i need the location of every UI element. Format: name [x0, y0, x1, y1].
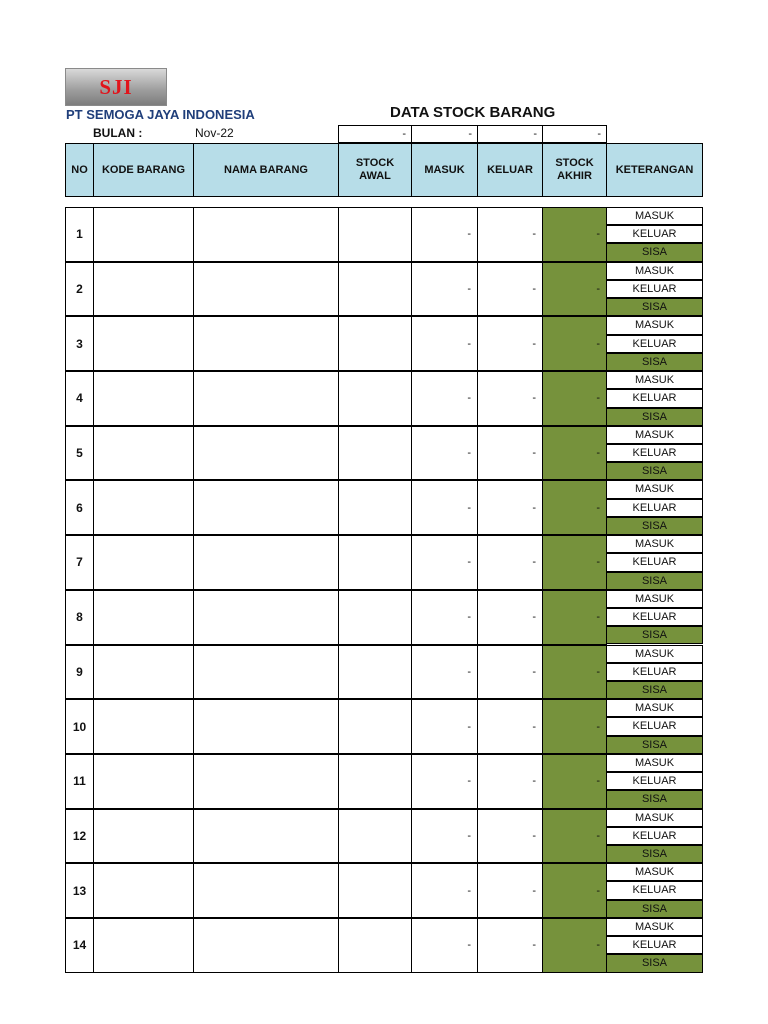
cell-stock-awal[interactable] — [338, 863, 412, 918]
keterangan-sisa: SISA — [606, 736, 703, 754]
table-row — [65, 918, 703, 973]
stock-table-body — [65, 207, 703, 970]
keterangan-keluar: KELUAR — [606, 389, 703, 407]
cell-no: 8 — [65, 590, 94, 645]
total-keluar[interactable]: - — [477, 125, 543, 143]
cell-no: 14 — [65, 918, 94, 973]
keterangan-sisa: SISA — [606, 900, 703, 918]
cell-masuk[interactable]: - — [411, 535, 478, 590]
keterangan-masuk: MASUK — [606, 535, 703, 553]
cell-no: 9 — [65, 645, 94, 700]
keterangan-sisa: SISA — [606, 298, 703, 316]
keterangan-sisa: SISA — [606, 681, 703, 699]
cell-stock-akhir[interactable]: - — [542, 809, 607, 864]
table-row — [65, 535, 703, 590]
cell-stock-awal[interactable] — [338, 754, 412, 809]
cell-no: 10 — [65, 699, 94, 754]
cell-keluar[interactable]: - — [477, 480, 543, 535]
cell-no: 13 — [65, 863, 94, 918]
cell-no: 6 — [65, 480, 94, 535]
cell-stock-akhir[interactable]: - — [542, 262, 607, 317]
keterangan-masuk: MASUK — [606, 480, 703, 498]
cell-masuk[interactable]: - — [411, 207, 478, 262]
cell-stock-akhir[interactable]: - — [542, 207, 607, 262]
keterangan-keluar: KELUAR — [606, 827, 703, 845]
cell-kode-barang[interactable] — [93, 590, 194, 645]
cell-stock-awal[interactable] — [338, 590, 412, 645]
keterangan-sisa: SISA — [606, 243, 703, 261]
keterangan-keluar: KELUAR — [606, 444, 703, 462]
table-row — [65, 426, 703, 481]
keterangan-keluar: KELUAR — [606, 499, 703, 517]
month-value[interactable]: Nov-22 — [195, 126, 234, 140]
keterangan-masuk: MASUK — [606, 699, 703, 717]
header-keluar: KELUAR — [477, 143, 543, 197]
cell-kode-barang[interactable] — [93, 262, 194, 317]
cell-masuk[interactable]: - — [411, 262, 478, 317]
cell-stock-akhir[interactable]: - — [542, 699, 607, 754]
cell-keluar[interactable]: - — [477, 207, 543, 262]
cell-kode-barang[interactable] — [93, 426, 194, 481]
cell-no: 12 — [65, 809, 94, 864]
keterangan-masuk: MASUK — [606, 426, 703, 444]
cell-masuk[interactable]: - — [411, 863, 478, 918]
table-row — [65, 371, 703, 426]
cell-keluar[interactable]: - — [477, 699, 543, 754]
cell-stock-awal[interactable] — [338, 699, 412, 754]
keterangan-sisa: SISA — [606, 353, 703, 371]
keterangan-sisa: SISA — [606, 517, 703, 535]
cell-stock-awal[interactable] — [338, 371, 412, 426]
keterangan-sisa: SISA — [606, 790, 703, 808]
cell-nama-barang[interactable] — [193, 863, 339, 918]
cell-nama-barang[interactable] — [193, 645, 339, 700]
cell-masuk[interactable]: - — [411, 809, 478, 864]
company-logo — [65, 68, 167, 106]
keterangan-keluar: KELUAR — [606, 881, 703, 899]
cell-stock-akhir[interactable]: - — [542, 480, 607, 535]
header-masuk: MASUK — [411, 143, 478, 197]
keterangan-keluar: KELUAR — [606, 772, 703, 790]
cell-keluar[interactable]: - — [477, 262, 543, 317]
keterangan-sisa: SISA — [606, 572, 703, 590]
header-stock-akhir: STOCK AKHIR — [542, 143, 607, 197]
cell-nama-barang[interactable] — [193, 699, 339, 754]
cell-stock-akhir[interactable]: - — [542, 590, 607, 645]
cell-stock-akhir[interactable]: - — [542, 863, 607, 918]
header-stock-awal: STOCK AWAL — [338, 143, 412, 197]
keterangan-sisa: SISA — [606, 954, 703, 972]
company-name: PT SEMOGA JAYA INDONESIA — [66, 107, 255, 122]
table-row — [65, 645, 703, 700]
cell-keluar[interactable]: - — [477, 809, 543, 864]
cell-stock-awal[interactable] — [338, 809, 412, 864]
table-row — [65, 754, 703, 809]
keterangan-masuk: MASUK — [606, 316, 703, 334]
keterangan-masuk: MASUK — [606, 863, 703, 881]
cell-keluar[interactable]: - — [477, 535, 543, 590]
cell-keluar[interactable]: - — [477, 426, 543, 481]
keterangan-keluar: KELUAR — [606, 225, 703, 243]
cell-stock-awal[interactable] — [338, 207, 412, 262]
cell-stock-awal[interactable] — [338, 316, 412, 371]
cell-kode-barang[interactable] — [93, 207, 194, 262]
cell-masuk[interactable]: - — [411, 426, 478, 481]
month-label: BULAN : — [93, 126, 143, 140]
cell-kode-barang[interactable] — [93, 918, 194, 973]
cell-kode-barang[interactable] — [93, 754, 194, 809]
cell-stock-akhir[interactable]: - — [542, 535, 607, 590]
header-keterangan: KETERANGAN — [606, 143, 703, 197]
keterangan-masuk: MASUK — [606, 918, 703, 936]
cell-kode-barang[interactable] — [93, 863, 194, 918]
cell-stock-akhir[interactable]: - — [542, 754, 607, 809]
cell-no: 4 — [65, 371, 94, 426]
cell-stock-awal[interactable] — [338, 262, 412, 317]
cell-kode-barang[interactable] — [93, 480, 194, 535]
cell-stock-awal[interactable] — [338, 535, 412, 590]
cell-no: 3 — [65, 316, 94, 371]
cell-stock-awal[interactable] — [338, 426, 412, 481]
cell-masuk[interactable]: - — [411, 480, 478, 535]
total-stock-akhir[interactable]: - — [542, 125, 607, 143]
cell-keluar[interactable]: - — [477, 645, 543, 700]
cell-stock-awal[interactable] — [338, 918, 412, 973]
cell-stock-awal[interactable] — [338, 480, 412, 535]
cell-masuk[interactable]: - — [411, 918, 478, 973]
header-kode-barang: KODE BARANG — [93, 143, 194, 197]
keterangan-masuk: MASUK — [606, 262, 703, 280]
cell-nama-barang[interactable] — [193, 316, 339, 371]
keterangan-keluar: KELUAR — [606, 335, 703, 353]
keterangan-masuk: MASUK — [606, 645, 703, 663]
total-stock-awal[interactable]: - — [338, 125, 412, 143]
keterangan-keluar: KELUAR — [606, 608, 703, 626]
table-row — [65, 590, 703, 645]
keterangan-masuk: MASUK — [606, 590, 703, 608]
cell-keluar[interactable]: - — [477, 371, 543, 426]
keterangan-sisa: SISA — [606, 462, 703, 480]
cell-stock-akhir[interactable]: - — [542, 645, 607, 700]
keterangan-sisa: SISA — [606, 408, 703, 426]
keterangan-keluar: KELUAR — [606, 936, 703, 954]
cell-masuk[interactable]: - — [411, 645, 478, 700]
total-masuk[interactable]: - — [411, 125, 478, 143]
keterangan-masuk: MASUK — [606, 754, 703, 772]
cell-nama-barang[interactable] — [193, 207, 339, 262]
cell-masuk[interactable]: - — [411, 316, 478, 371]
cell-kode-barang[interactable] — [93, 316, 194, 371]
cell-nama-barang[interactable] — [193, 809, 339, 864]
keterangan-masuk: MASUK — [606, 207, 703, 225]
cell-keluar[interactable]: - — [477, 863, 543, 918]
cell-kode-barang[interactable] — [93, 371, 194, 426]
cell-nama-barang[interactable] — [193, 371, 339, 426]
cell-nama-barang[interactable] — [193, 535, 339, 590]
keterangan-keluar: KELUAR — [606, 553, 703, 571]
cell-stock-awal[interactable] — [338, 645, 412, 700]
keterangan-masuk: MASUK — [606, 809, 703, 827]
table-row — [65, 480, 703, 535]
cell-stock-akhir[interactable]: - — [542, 371, 607, 426]
cell-no: 7 — [65, 535, 94, 590]
keterangan-keluar: KELUAR — [606, 663, 703, 681]
cell-kode-barang[interactable] — [93, 809, 194, 864]
cell-nama-barang[interactable] — [193, 918, 339, 973]
keterangan-masuk: MASUK — [606, 371, 703, 389]
cell-no: 11 — [65, 754, 94, 809]
cell-masuk[interactable]: - — [411, 590, 478, 645]
cell-no: 2 — [65, 262, 94, 317]
cell-keluar[interactable]: - — [477, 918, 543, 973]
cell-keluar[interactable]: - — [477, 316, 543, 371]
cell-keluar[interactable]: - — [477, 754, 543, 809]
table-row — [65, 262, 703, 317]
table-row — [65, 699, 703, 754]
keterangan-sisa: SISA — [606, 845, 703, 863]
keterangan-keluar: KELUAR — [606, 717, 703, 735]
cell-nama-barang[interactable] — [193, 754, 339, 809]
logo-text: SJI — [99, 74, 133, 99]
cell-no: 1 — [65, 207, 94, 262]
cell-kode-barang[interactable] — [93, 645, 194, 700]
cell-stock-akhir[interactable]: - — [542, 426, 607, 481]
cell-kode-barang[interactable] — [93, 699, 194, 754]
document-title: DATA STOCK BARANG — [390, 104, 556, 121]
cell-stock-akhir[interactable]: - — [542, 316, 607, 371]
cell-kode-barang[interactable] — [93, 535, 194, 590]
header-nama-barang: NAMA BARANG — [193, 143, 339, 197]
table-row — [65, 316, 703, 371]
header-no: NO — [65, 143, 94, 197]
cell-stock-akhir[interactable]: - — [542, 918, 607, 973]
cell-nama-barang[interactable] — [193, 426, 339, 481]
cell-keluar[interactable]: - — [477, 590, 543, 645]
cell-nama-barang[interactable] — [193, 480, 339, 535]
table-row — [65, 207, 703, 262]
cell-masuk[interactable]: - — [411, 371, 478, 426]
keterangan-sisa: SISA — [606, 626, 703, 644]
table-row — [65, 863, 703, 918]
cell-no: 5 — [65, 426, 94, 481]
cell-nama-barang[interactable] — [193, 590, 339, 645]
cell-masuk[interactable]: - — [411, 754, 478, 809]
keterangan-keluar: KELUAR — [606, 280, 703, 298]
cell-masuk[interactable]: - — [411, 699, 478, 754]
cell-nama-barang[interactable] — [193, 262, 339, 317]
table-row — [65, 809, 703, 864]
